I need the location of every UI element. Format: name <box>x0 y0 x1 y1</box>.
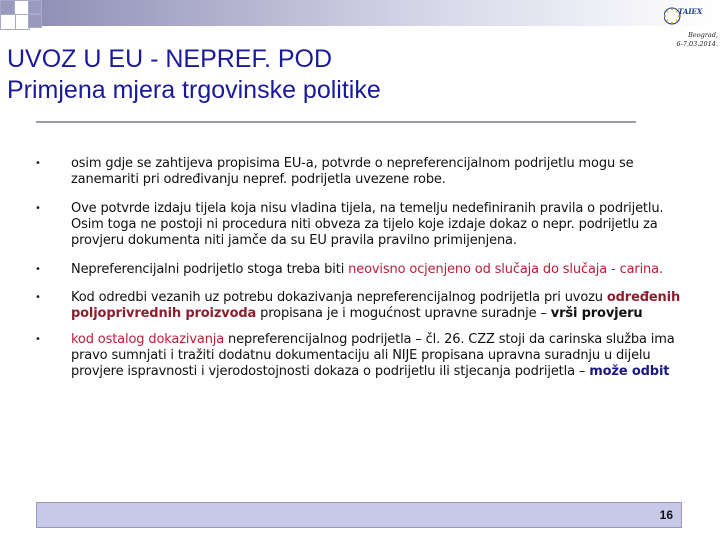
bullet-text-segment: određenih poljoprivrednih proizvoda <box>71 290 681 321</box>
footer-bar <box>36 502 682 528</box>
list-item <box>35 332 683 380</box>
decor-square <box>28 14 42 28</box>
location-date <box>664 31 718 49</box>
bullet-text-segment: propisana je i mogućnost upravne suradnje – <box>256 306 551 321</box>
decor-square <box>28 0 42 14</box>
bullet-icon: • <box>35 158 41 169</box>
bullet-text-segment: vrši provjeru <box>550 306 643 321</box>
bullet-text-segment: može odbit <box>589 364 670 379</box>
title-line-2: Primjena mjera trgovinske politike <box>7 76 381 104</box>
bullet-text-segment: Nepreferencijalni podrijetlo stoga treba biti <box>71 262 349 277</box>
bullet-text-segment: neovisno ocjenjeno od slučaja do slučaja - carina. <box>348 262 663 277</box>
bullet-icon: • <box>35 292 41 303</box>
bullet-icon: • <box>35 334 41 345</box>
bullet-list <box>35 156 683 380</box>
location-text: Beograd, <box>688 31 718 39</box>
bullet-text-segment: Ove potvrde izdaju tijela koja nisu vladina tijela, na temelju nedefiniranih pravila o podrijetlu. Osim toga ne postoji ni procedura niti obveza za tijelo koje izdaje dokaz o nepr. podrijetlu za provjeru dokumenta niti jamče da su EU pravila pravilno primijenjena. <box>71 201 664 248</box>
list-item <box>35 262 683 278</box>
bullet-text-segment: nepreferencijalnog podrijetla – čl. 26. CZZ stoji da carinska služba ima pravo sumnjati i tražiti dodatnu dokumentaciju ali NIJE propisana upravna suradnju u dijelu provjere ispravnosti i vjerodostojnosti dokaza o podrijetlu ili stjecanja podrijetla – <box>71 332 675 379</box>
bullet-icon: • <box>35 203 41 214</box>
list-item <box>35 290 683 322</box>
bullet-text-segment: Kod odredbi vezanih uz potrebu dokazivanja nepreferencijalnog podrijetla pri uvozu <box>71 290 607 305</box>
header-gradient-bar <box>18 0 718 26</box>
bullet-icon: • <box>35 264 41 275</box>
decor-square <box>0 14 16 30</box>
page-number: 16 <box>659 508 673 522</box>
logo-text: TAIEX <box>678 7 703 16</box>
title-divider <box>36 121 636 123</box>
list-item <box>35 156 683 188</box>
list-item <box>35 201 683 249</box>
title-line-1: UVOZ U EU - NEPREF. POD <box>7 45 333 73</box>
bullet-text-segment: osim gdje se zahtijeva propisima EU-a, potvrde o nepreferencijalnom podrijetlu mogu se zanemariti pri određivanju nepref. podrijetla uvezene robe. <box>71 156 634 187</box>
date-text: 6-7.03.2014. <box>676 40 718 48</box>
bullet-text-segment: kod ostalog dokazivanja <box>71 332 225 347</box>
page-title <box>7 44 381 106</box>
